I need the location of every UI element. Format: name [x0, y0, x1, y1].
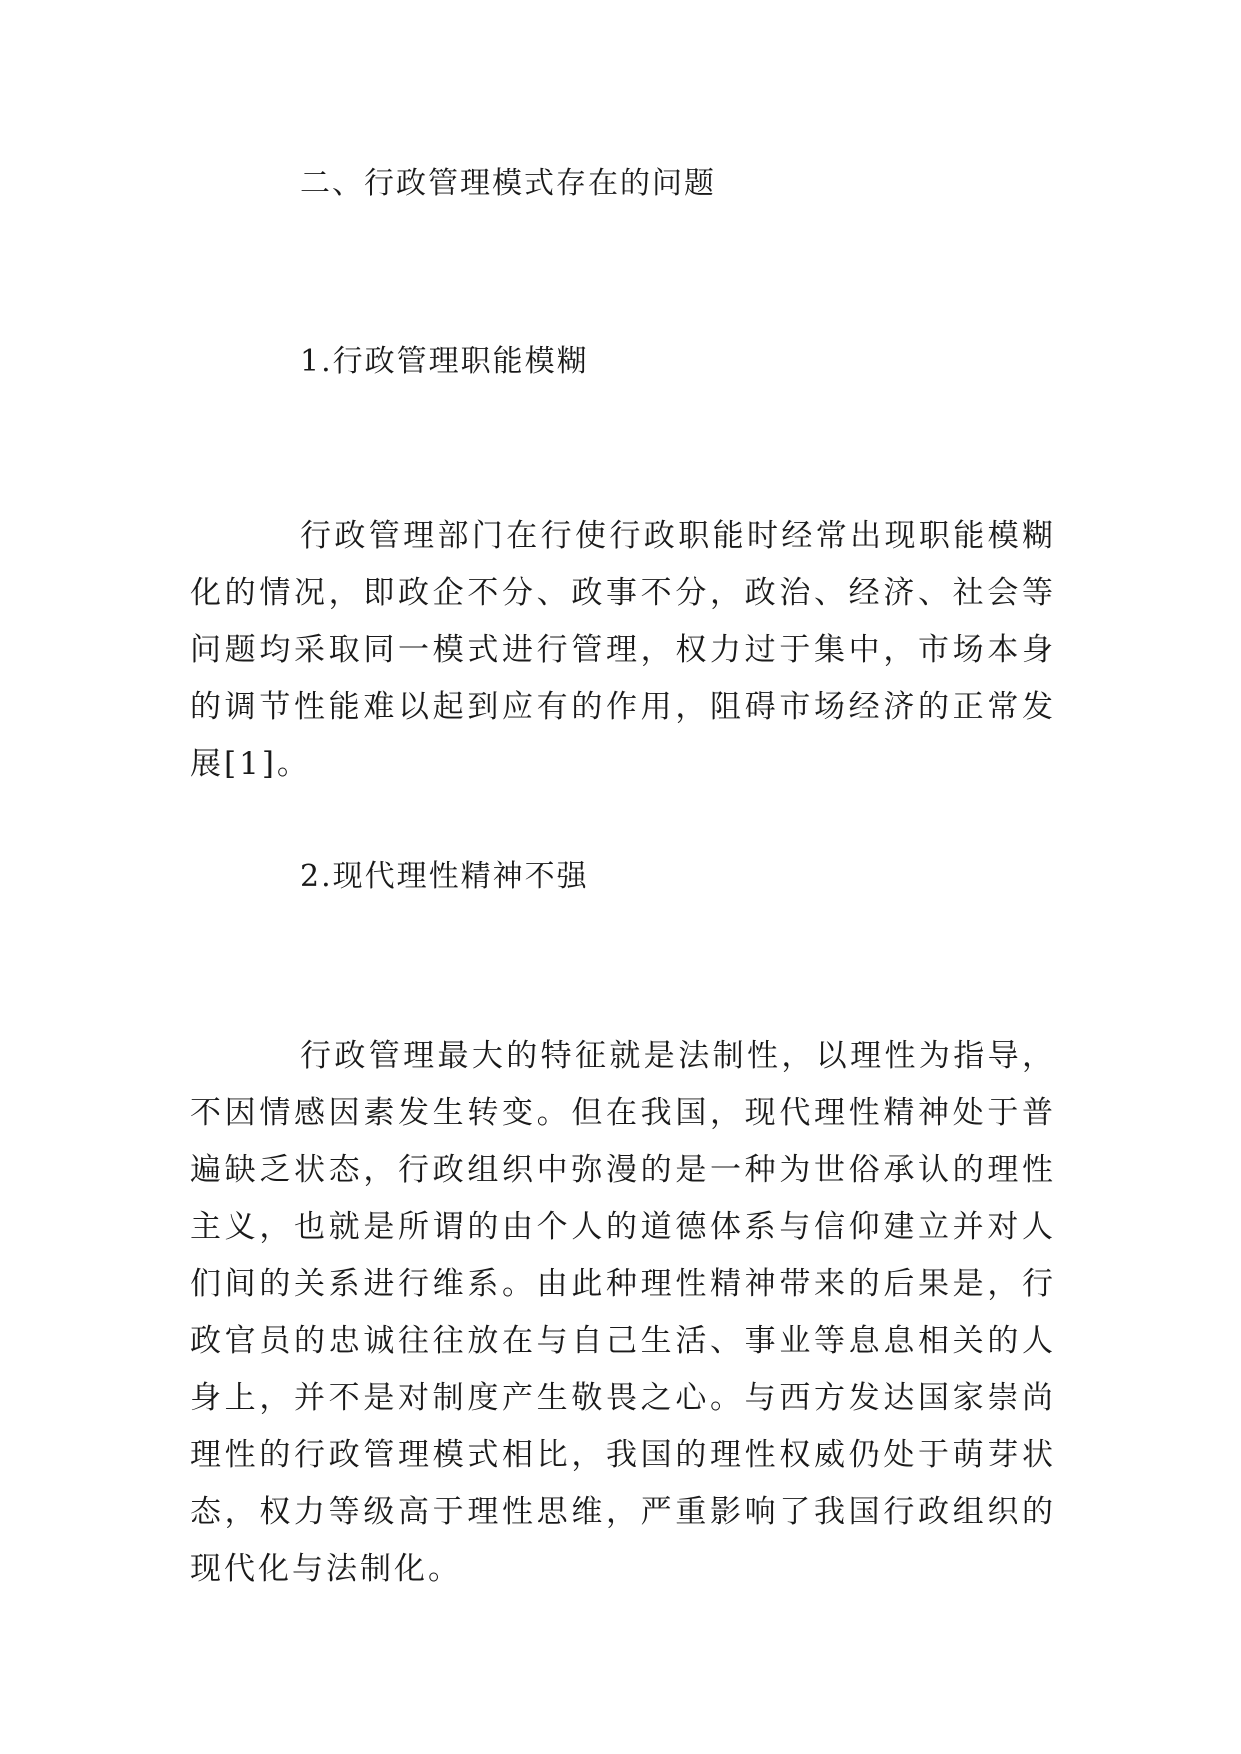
paragraph-2: 行政管理最大的特征就是法制性，以理性为指导，不因情感因素发生转变。但在我国，现代理性精神处于普遍缺乏状态，行政组织中弥漫的是一种为世俗承认的理性主义，也就是所谓的由个人的道德体系与信仰建立并对人们间的关系进行维系。由此种理性精神带来的后果是，行政官员的忠诚往往放在与自己生活、事业等息息相关的人身上，并不是对制度产生敬畏之心。与西方发达国家崇尚理性的行政管理模式相比，我国的理性权威仍处于萌芽状态，权力等级高于理性思维，严重影响了我国行政组织的现代化与法制化。	[190, 1038, 1056, 1587]
subsection-heading-1: 1.行政管理职能模糊	[300, 344, 589, 379]
subsection-heading-2: 2.现代理性精神不强	[300, 859, 589, 894]
paragraph-1: 行政管理部门在行使行政职能时经常出现职能模糊化的情况，即政企不分、政事不分，政治、经济、社会等问题均采取同一模式进行管理，权力过于集中，市场本身的调节性能难以起到应有的作用，阻碍市场经济的正常发展[1]。	[190, 518, 1056, 782]
section-heading: 二、行政管理模式存在的问题	[300, 166, 716, 201]
